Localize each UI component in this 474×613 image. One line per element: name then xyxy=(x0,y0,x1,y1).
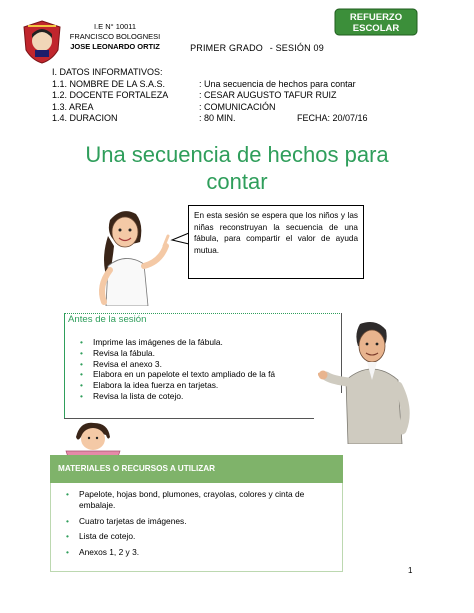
page-number: 1 xyxy=(408,566,413,575)
list-item: • Papelote, hojas bond, plumones, crayolas, colores y cinta de embalaje. xyxy=(66,489,342,511)
grade-label: PRIMER GRADO xyxy=(190,43,263,53)
list-item: • Elabora la idea fuerza en tarjetas. xyxy=(80,380,330,391)
refuerzo-escolar-logo xyxy=(334,8,418,36)
info-value: : CESAR AUGUSTO TAFUR RUIZ xyxy=(199,90,337,100)
school-name-line3: JOSE LEONARDO ORTIZ xyxy=(70,42,160,51)
info-row xyxy=(52,79,452,91)
child-reading-illustration xyxy=(62,421,124,457)
list-item: • Anexos 1, 2 y 3. xyxy=(66,547,342,558)
materials-header: MATERIALES O RECURSOS A UTILIZAR xyxy=(50,455,343,483)
list-item: • Imprime las imágenes de la fábula. xyxy=(80,337,330,348)
info-key: 1.3. AREA xyxy=(52,101,94,112)
materials-list xyxy=(66,489,342,563)
girl-illustration xyxy=(88,206,188,306)
logo-text-line2: ESCOLAR xyxy=(352,23,400,34)
info-key: 1.1. NOMBRE DE LA S.A.S. xyxy=(52,78,166,89)
info-value: : 80 MIN. xyxy=(199,113,236,123)
list-item: • Revisa la fábula. xyxy=(80,348,330,359)
logo-text-line1: REFUERZO xyxy=(349,12,403,23)
list-item: • Revisa la lista de cotejo. xyxy=(80,391,330,402)
info-heading: I. DATOS INFORMATIVOS: xyxy=(52,67,163,77)
session-label: - SESIÓN 09 xyxy=(269,43,324,53)
session-header xyxy=(0,43,474,53)
info-block xyxy=(52,67,452,125)
intro-text-box xyxy=(188,205,364,279)
page-title xyxy=(40,141,434,195)
info-row xyxy=(52,90,452,102)
info-key: 1.4. DURACION xyxy=(52,113,118,123)
speech-pointer xyxy=(170,232,190,246)
info-value: : Una secuencia de hechos para contar xyxy=(199,78,356,89)
antes-border-bottom xyxy=(64,418,314,419)
school-name-line2: FRANCISCO BOLOGNESI xyxy=(69,32,161,41)
title-line2: contar xyxy=(206,169,268,194)
list-item: • Revisa el anexo 3. xyxy=(80,359,330,370)
intro-text: En esta sesión se espera que los niños y las niñas reconstruyan la secuencia de una fábula, para compartir el valor de ayuda mutua. xyxy=(194,211,358,255)
info-date: FECHA: 20/07/16 xyxy=(297,113,368,123)
teacher-illustration xyxy=(318,320,418,444)
school-crest-icon xyxy=(22,20,62,64)
title-line1: Una secuencia de hechos para xyxy=(85,142,389,167)
school-name-line1: I.E N° 10011 xyxy=(93,22,137,31)
antes-list xyxy=(80,337,330,402)
info-row xyxy=(52,113,452,125)
info-key: 1.2. DOCENTE FORTALEZA xyxy=(52,90,169,100)
grade-session-label xyxy=(190,43,324,53)
list-item: • Lista de cotejo. xyxy=(66,531,342,542)
info-row xyxy=(52,102,452,114)
antes-title: Antes de la sesión xyxy=(68,314,147,325)
list-item: • Elabora en un papelote el texto ampliado de la fá xyxy=(80,369,330,380)
list-item: • Cuatro tarjetas de imágenes. xyxy=(66,516,342,527)
info-value: : COMUNICACIÓN xyxy=(199,101,276,112)
